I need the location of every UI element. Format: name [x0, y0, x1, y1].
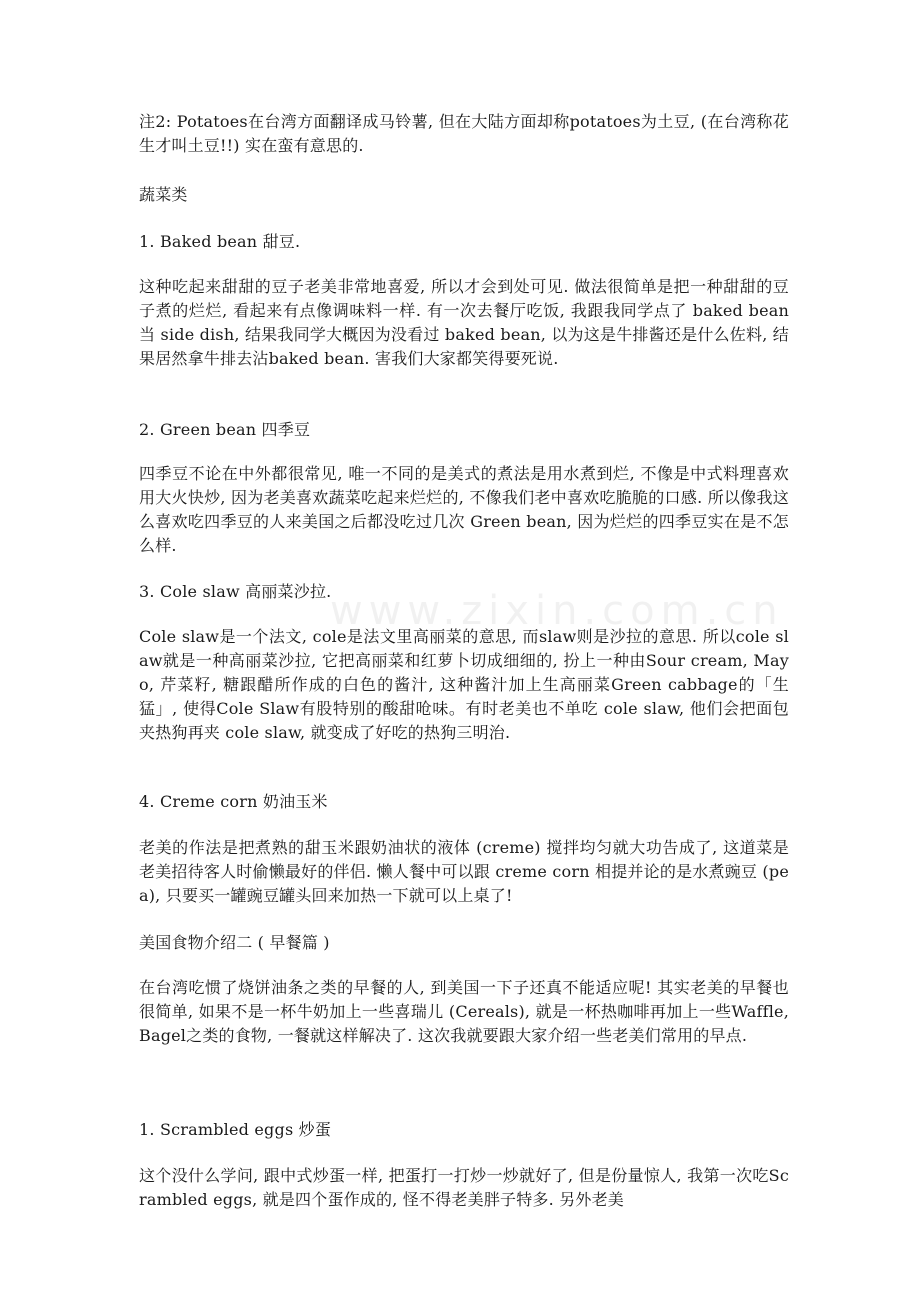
paragraph-scrambled-eggs: 这个没什么学问, 跟中式炒蛋一样, 把蛋打一打炒一炒就好了, 但是份量惊人, 我第一次吃Scrambled eggs, 就是四个蛋作成的, 怪不得老美胖子特多. 另外老美 [139, 1166, 789, 1209]
paragraph-creme-corn: 老美的作法是把煮熟的甜玉米跟奶油状的液体 (creme) 搅拌均匀就大功告成了, 这道菜是老美招待客人时偷懒最好的伴侣. 懒人餐中可以跟 creme corn 相提并论的是水煮豌豆 (pea), 只要买一罐豌豆罐头回来加热一下就可以上桌了! [139, 838, 789, 905]
paragraph-green-bean: 四季豆不论在中外都很常见, 唯一不同的是美式的煮法是用水煮到烂, 不像是中式料理喜欢用大火快炒, 因为老美喜欢蔬菜吃起来烂烂的, 不像我们老中喜欢吃脆脆的口感. 所以像我这么喜欢吃四季豆的人来美国之后都没吃过几次 Green bean, 因为烂烂的四季豆实在是不怎么样. [139, 464, 789, 555]
watermark-text: www.zixin.com.cn [330, 588, 784, 634]
section-heading-vegetables: 蔬菜类 [139, 185, 188, 204]
paragraph-note-potatoes: 注2: Potatoes在台湾方面翻译成马铃薯, 但在大陆方面却称potatoes为土豆, (在台湾称花生才叫土豆!!) 实在蛮有意思的. [139, 112, 789, 155]
paragraph-baked-bean: 这种吃起来甜甜的豆子老美非常地喜爱, 所以才会到处可见. 做法很简单是把一种甜甜的豆子煮的烂烂, 看起来有点像调味料一样. 有一次去餐厅吃饭, 我跟我同学点了 baked bean 当 side dish, 结果我同学大概因为没看过 baked bean, 以为这是牛排酱还是什么佐料, 结果居然拿牛排去沾baked bean. 害我们大家都笑得要死说. [139, 277, 789, 368]
item-heading-scrambled-eggs: 1. Scrambled eggs 炒蛋 [139, 1120, 332, 1139]
paragraph-breakfast-intro: 在台湾吃惯了烧饼油条之类的早餐的人, 到美国一下子还真不能适应呢! 其实老美的早餐也很简单, 如果不是一杯牛奶加上一些喜瑞儿 (Cereals), 就是一杯热咖啡再加上一些Waffle, Bagel之类的食物, 一餐就这样解决了. 这次我就要跟大家介绍一些老美们常用的早点. [139, 978, 789, 1045]
item-heading-creme-corn: 4. Creme corn 奶油玉米 [139, 792, 328, 811]
paragraph-cole-slaw: Cole slaw是一个法文, cole是法文里高丽菜的意思, 而slaw则是沙拉的意思. 所以cole slaw就是一种高丽菜沙拉, 它把高丽菜和红萝卜切成细细的, 扮上一种由Sour cream, Mayo, 芹菜籽, 糖跟醋所作成的白色的酱汁, 这种酱汁加上生高丽菜Green cabbage的「生猛」, 使得Cole Slaw有股特别的酸甜呛味。有时老美也不单吃 cole slaw, 他们会把面包夹热狗再夹 cole slaw, 就变成了好吃的热狗三明治. [139, 627, 789, 742]
item-heading-baked-bean: 1. Baked bean 甜豆. [139, 232, 301, 251]
section-heading-breakfast: 美国食物介绍二 ( 早餐篇 ) [139, 933, 330, 952]
item-heading-green-bean: 2. Green bean 四季豆 [139, 420, 311, 439]
item-heading-cole-slaw: 3. Cole slaw 高丽菜沙拉. [139, 582, 332, 601]
